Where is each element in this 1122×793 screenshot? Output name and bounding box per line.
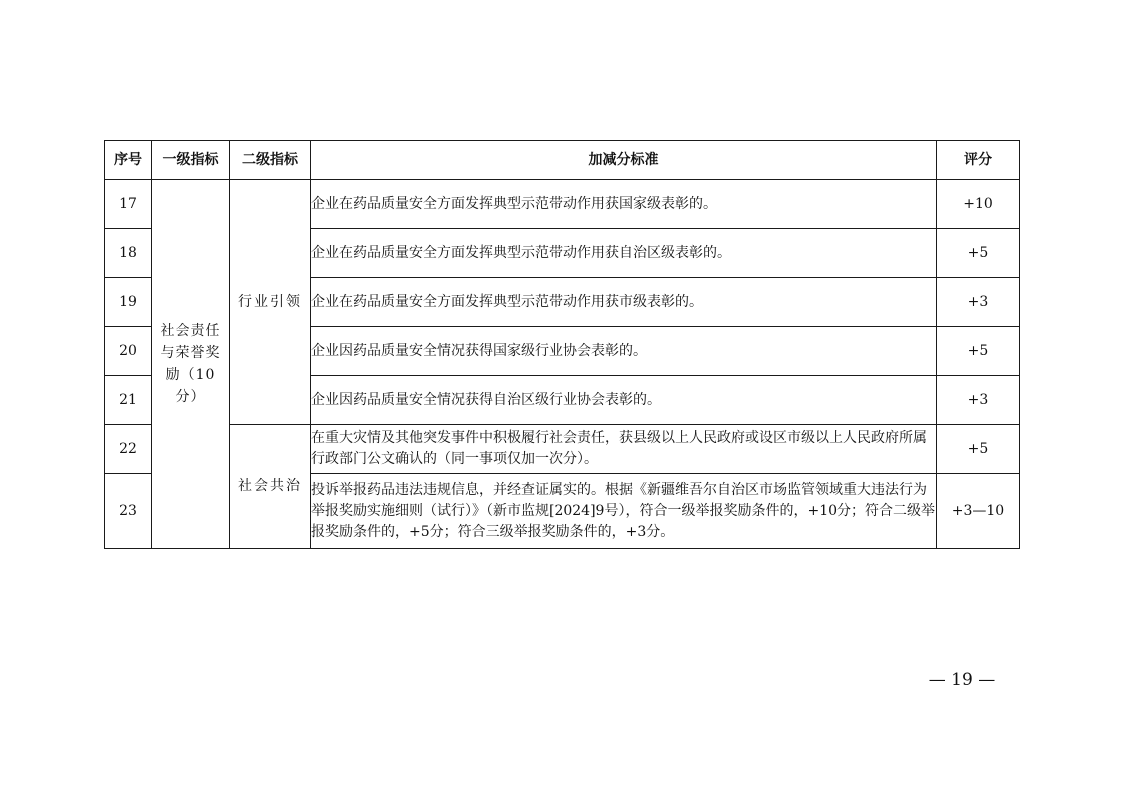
level2-cell-industry	[230, 180, 311, 425]
row-standard: 企业在药品质量安全方面发挥典型示范带动作用获国家级表彰的。	[311, 180, 937, 229]
row-standard: 企业在药品质量安全方面发挥典型示范带动作用获自治区级表彰的。	[311, 229, 937, 278]
level2-label-social: 社会共治	[238, 478, 302, 494]
row-number: 17	[105, 180, 152, 229]
level2-cell-social	[230, 425, 311, 549]
row-number: 23	[105, 474, 152, 549]
row-number: 20	[105, 327, 152, 376]
level2-label-industry: 行业引领	[238, 293, 302, 310]
row-score: +5	[937, 229, 1020, 278]
row-standard: 在重大灾情及其他突发事件中积极履行社会责任，获县级以上人民政府或设区市级以上人民政府所属行政部门公文确认的（同一事项仅加一次分）。	[311, 425, 937, 474]
row-score: +3—10	[937, 474, 1020, 549]
header-standard: 加减分标准	[311, 141, 937, 180]
header-level1: 一级指标	[152, 141, 230, 180]
page-number: — 19 —	[928, 670, 996, 690]
level1-label: 社会责任与荣誉奖励（10分）	[160, 323, 221, 405]
row-number: 21	[105, 376, 152, 425]
table-row	[105, 425, 1020, 474]
row-standard: 企业在药品质量安全方面发挥典型示范带动作用获市级表彰的。	[311, 278, 937, 327]
row-score: +5	[937, 327, 1020, 376]
row-standard: 企业因药品质量安全情况获得国家级行业协会表彰的。	[311, 327, 937, 376]
row-standard: 企业因药品质量安全情况获得自治区级行业协会表彰的。	[311, 376, 937, 425]
header-num: 序号	[105, 141, 152, 180]
row-number: 18	[105, 229, 152, 278]
row-score: +3	[937, 278, 1020, 327]
row-number: 19	[105, 278, 152, 327]
row-score: +5	[937, 425, 1020, 474]
row-standard: 投诉举报药品违法违规信息，并经查证属实的。根据《新疆维吾尔自治区市场监管领域重大违法行为举报奖励实施细则（试行）》（新市监规[2024]9号），符合一级举报奖励条件的，+10分；符合二级举报奖励条件的，+5分；符合三级举报奖励条件的，+3分。	[311, 474, 937, 549]
scoring-table	[104, 140, 1020, 549]
header-score: 评分	[937, 141, 1020, 180]
header-level2: 二级指标	[230, 141, 311, 180]
row-number: 22	[105, 425, 152, 474]
row-score: +10	[937, 180, 1020, 229]
row-score: +3	[937, 376, 1020, 425]
table-row	[105, 180, 1020, 229]
table-header-row	[105, 141, 1020, 180]
level1-cell	[152, 180, 230, 549]
